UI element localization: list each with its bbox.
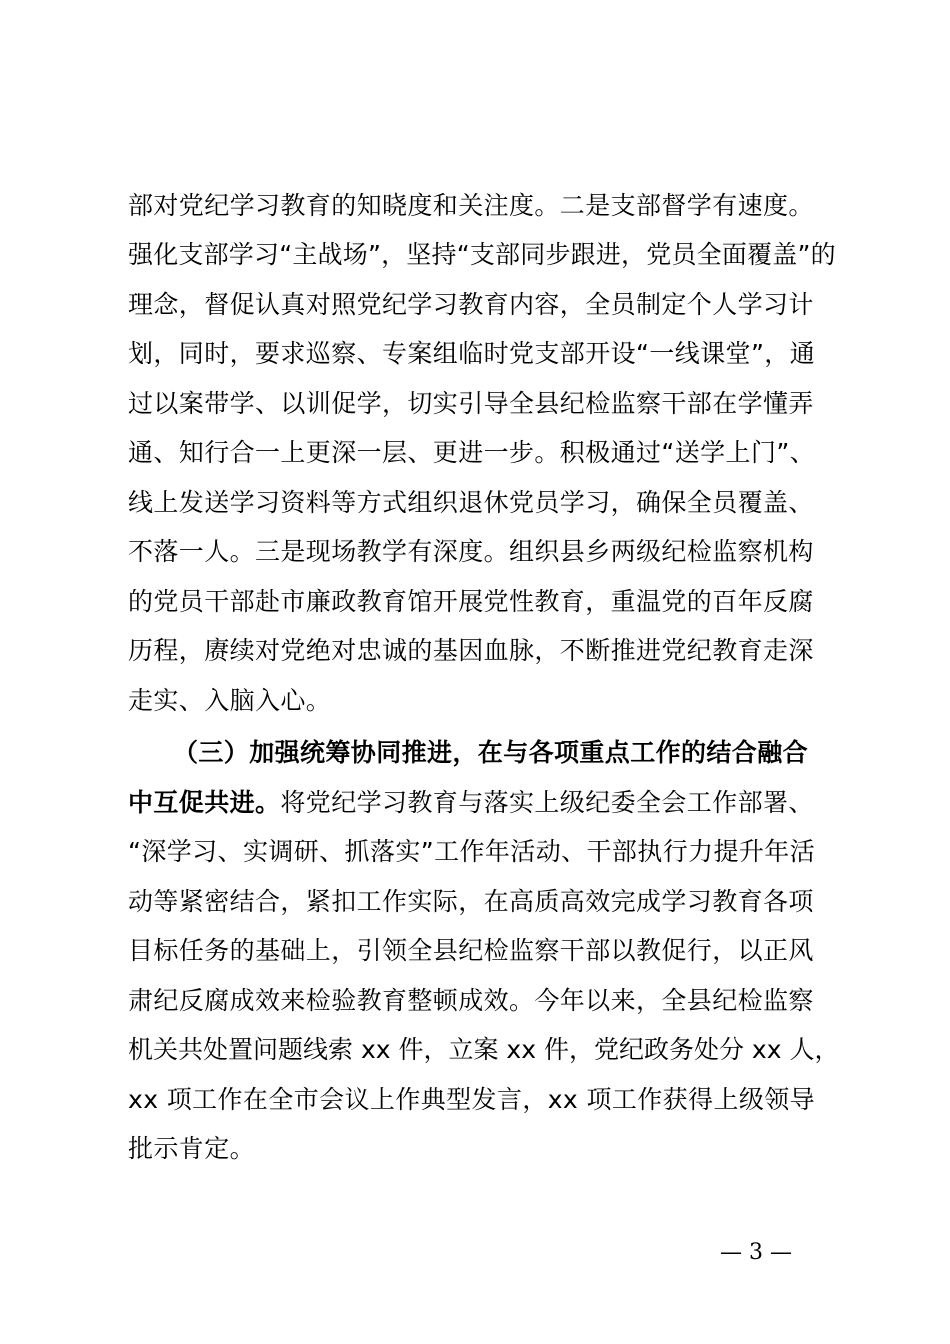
section-3-body-line-3: 目标任务的基础上，引领全县纪检监察干部以教促行，以正风 xyxy=(128,936,814,965)
section-3-heading-end: 中互促共进。 xyxy=(128,788,281,817)
paragraph-1-line-1: 部对党纪学习教育的知晓度和关注度。二是支部督学有速度。 xyxy=(128,191,814,220)
paragraph-1-line-2: 强化支部学习“主战场”，坚持“支部同步跟进，党员全面覆盖”的 xyxy=(128,240,836,269)
section-3-body-line-5: 机关共处置问题线索 xx 件，立案 xx 件，党纪政务处分 xx 人， xyxy=(128,1035,840,1064)
paragraph-1-line-8: 不落一人。三是现场教学有深度。组织县乡两级纪检监察机构 xyxy=(128,537,814,566)
section-3-heading: （三）加强统筹协同推进，在与各项重点工作的结合融合 xyxy=(173,738,809,767)
page-number: — 3 — xyxy=(720,1240,792,1265)
section-3-body-line-2: 动等紧密结合，紧扣工作实际，在高质高效完成学习教育各项 xyxy=(128,887,814,916)
section-3-body-line-4: 肃纪反腐成效来检验教育整顿成效。今年以来，全县纪检监察 xyxy=(128,986,814,1015)
paragraph-1-line-5: 过以案带学、以训促学，切实引导全县纪检监察干部在学懂弄 xyxy=(128,389,814,418)
paragraph-1-line-6: 通、知行合一上更深一层、更进一步。积极通过“送学上门”、 xyxy=(128,438,816,467)
section-3-body-line-1: “深学习、实调研、抓落实”工作年活动、干部执行力提升年活 xyxy=(128,837,816,866)
paragraph-1-line-4: 划，同时，要求巡察、专案组临时党支部开设“一线课堂”，通 xyxy=(128,339,816,368)
paragraph-1-line-11: 走实、入脑入心。 xyxy=(128,686,332,715)
paragraph-1-line-10: 历程，赓续对党绝对忠诚的基因血脉，不断推进党纪教育走深 xyxy=(128,636,814,665)
section-3-body-line-6: xx 项工作在全市会议上作典型发言，xx 项工作获得上级领导 xyxy=(128,1085,816,1114)
section-3-line-2-text: 将党纪学习教育与落实上级纪委全会工作部署、 xyxy=(280,788,814,817)
section-3-body-line-7: 批示肯定。 xyxy=(128,1134,256,1163)
section-3-line-2 xyxy=(128,787,814,819)
paragraph-1-line-7: 线上发送学习资料等方式组织退休党员学习，确保全员覆盖、 xyxy=(128,488,814,517)
paragraph-1-line-9: 的党员干部赴市廉政教育馆开展党性教育，重温党的百年反腐 xyxy=(128,587,814,616)
paragraph-1-line-3: 理念，督促认真对照党纪学习教育内容，全员制定个人学习计 xyxy=(128,290,814,319)
